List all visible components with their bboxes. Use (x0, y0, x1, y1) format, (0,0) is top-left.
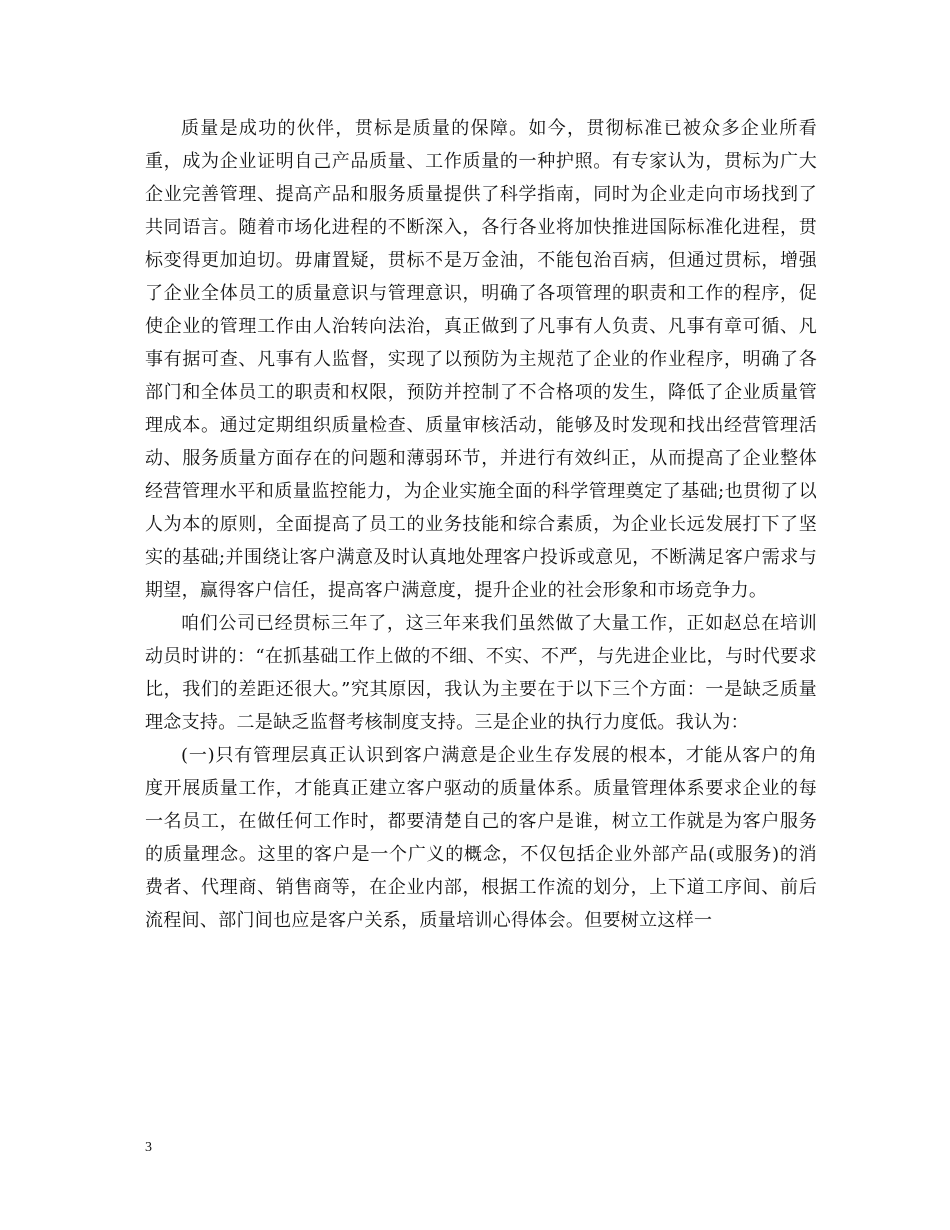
paragraph-quality-importance: 质量是成功的伙伴，贯标是质量的保障。如今，贯彻标准已被众多企业所看重，成为企业证明自己产品质量、工作质量的一种护照。有专家认为，贯标为广大企业完善管理、提高产品和服务质量提供了科学指南，同时为企业走向市场找到了共同语言。随着市场化进程的不断深入，各行各业将加快推进国际标准化进程，贯标变得更加迫切。毋庸置疑，贯标不是万金油，不能包治百病，但通过贯标，增强了企业全体员工的质量意识与管理意识，明确了各项管理的职责和工作的程序，促使企业的管理工作由人治转向法治，真正做到了凡事有人负责、凡事有章可循、凡事有据可查、凡事有人监督，实现了以预防为主规范了企业的作业程序，明确了各部门和全体员工的职责和权限，预防并控制了不合格项的发生，降低了企业质量管理成本。通过定期组织质量检查、质量审核活动，能够及时发现和找出经营管理活动、服务质量方面存在的问题和薄弱环节，并进行有效纠正，从而提高了企业整体经营管理水平和质量监控能力，为企业实施全面的科学管理奠定了基础;也贯彻了以人为本的原则，全面提高了员工的业务技能和综合素质，为企业长远发展打下了坚实的基础;并围绕让客户满意及时认真地处理客户投诉或意见，不断满足客户需求与期望，赢得客户信任，提高客户满意度，提升企业的社会形象和市场竞争力。 (145, 118, 817, 601)
paragraph-company-gaps: 咱们公司已经贯标三年了，这三年来我们虽然做了大量工作，正如赵总在培训动员时讲的：“在抓基础工作上做的不细、不实、不严，与先进企业比，与时代要求比，我们的差距还很大。”究其原因，我认为主要在于以下三个方面：一是缺乏质量理念支持。二是缺乏监督考核制度支持。三是企业的执行力度低。我认为： (145, 613, 817, 733)
document-body (145, 112, 817, 937)
paragraph-point-one: (一)只有管理层真正认识到客户满意是企业生存发展的根本，才能从客户的角度开展质量工作，才能真正建立客户驱动的质量体系。质量管理体系要求企业的每一名员工，在做任何工作时，都要清楚自己的客户是谁，树立工作就是为客户服务的质量理念。这里的客户是一个广义的概念，不仅包括企业外部产品(或服务)的消费者、代理商、销售商等，在企业内部，根据工作流的划分，上下道工序间、前后流程间、部门间也应是客户关系，质量培训心得体会。但要树立这样一 (145, 745, 817, 931)
page-number: 3 (145, 1140, 152, 1155)
